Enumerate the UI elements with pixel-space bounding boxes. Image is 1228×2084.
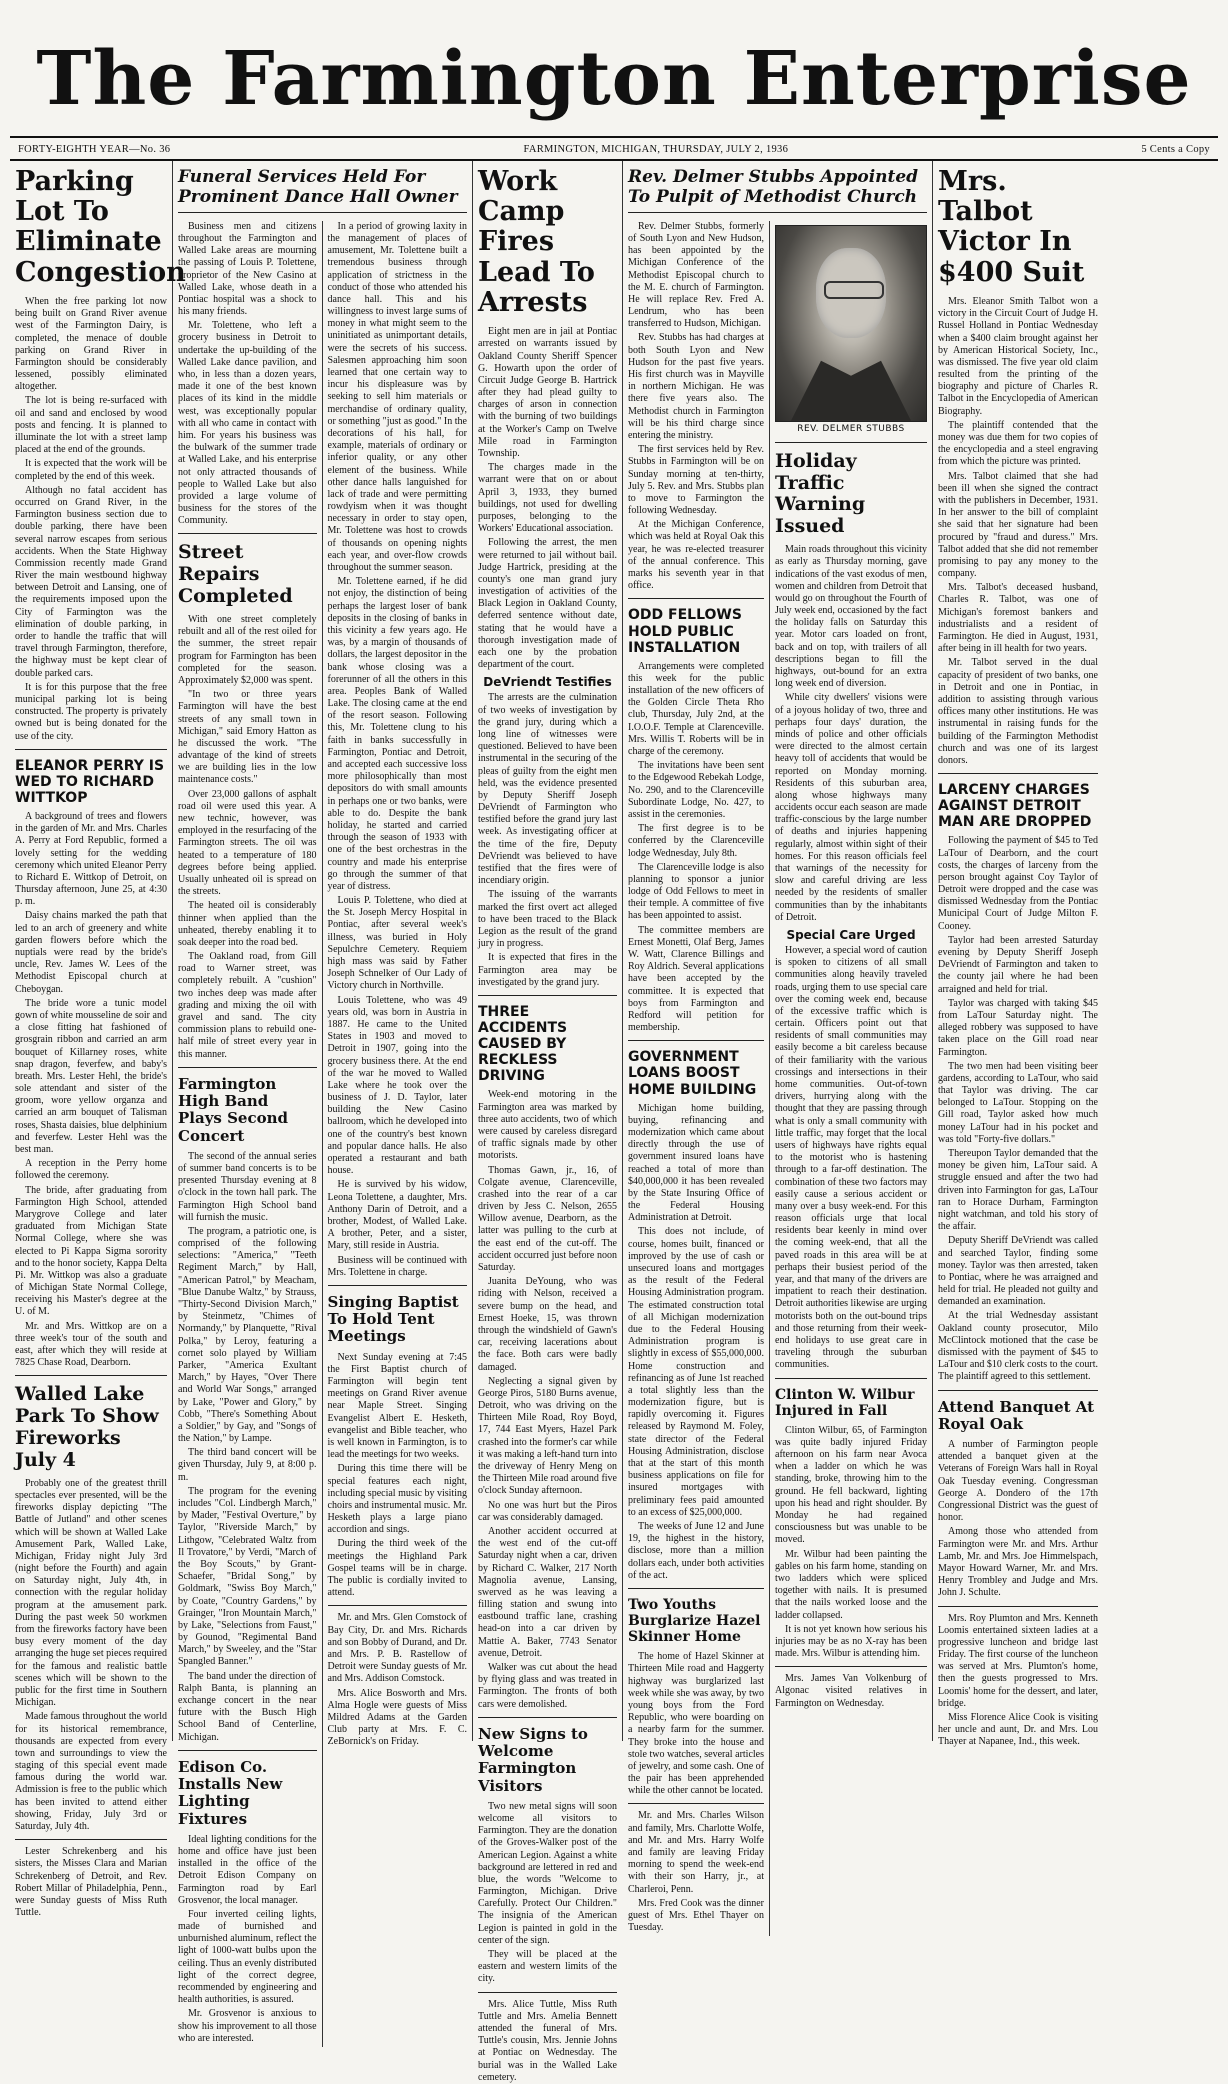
divider [178,533,317,534]
article-paragraph: Mr. Grosvenor is anxious to show his improvement to all those who are interested. [178,2008,317,2044]
divider [628,1040,764,1041]
divider [775,442,927,443]
article-paragraph: Another accident occurred at the west end of the cut-off Saturday night when a car, driven by Richard C. Walker, 217 North Magnolia avenue, Lansing, swerved as he was leaving a filling station and swung into eastbound traffic lane, crashing head-on into a car driven by Mattie A. Baker, 7743 Senator avenue, Detroit. [478,1525,617,1659]
article-paragraph: Mrs. Roy Plumton and Mrs. Kenneth Loomis entertained sixteen ladies at a progressive luncheon and bridge last Friday. The first course of the luncheon was served at Mrs. Plumton's home, then the guests progressed to Mrs. Loomis' home for the dessert, and later, bridge. [938,1612,1098,1709]
headline-fireworks: Walled Lake Park To Show Fireworks July 4 [15,1383,159,1471]
place-date: FARMINGTON, MICHIGAN, THURSDAY, JULY 2, 1936 [523,144,789,155]
portrait-photo [775,225,927,422]
columns-2-3 [173,161,473,2044]
article-paragraph: This does not include, of course, homes built, financed or improved by the use of cash or unsecured loans and mortgages as the result of the Federal Housing Administration program. The estimated construction total of all Michigan modernization due to the Federal Housing Administration program is slightly in excess of $55,000,000. Home construction and refinancing as of June 1st reached a total slightly less than the modernization figure, but is rapidly overcoming it. Figures released by Raymond M. Foley, state director of the Federal Housing Administration, disclose that at the start of this month business applications on file for insured mortgages with preliminary fees paid amounted to an excess of $25,000,000. [628,1226,764,1518]
article-paragraph: Mrs. Fred Cook was the dinner guest of Mrs. Ethel Thayer on Tuesday. [628,1897,764,1934]
divider [15,1839,167,1840]
article-paragraph: Rev. Stubbs has had charges at both South Lyon and New Hudson for the past five years. His first church was in Mayville in northern Michigan. He was there five years also. The Methodist church in Farmington will be his third charge since entering the ministry. [628,332,764,441]
article-paragraph: The second of the annual series of summer band concerts is to be presented Thursday evening at 8 o'clock in the town hall park. The Farmington High School band will furnish the music. [178,1150,317,1223]
article-paragraph: The first degree is to be conferred by the Clarenceville lodge Wednesday, July 8th. [628,823,764,859]
article-paragraph: Walker was cut about the head by flying glass and was treated in Farmington. The fronts of both cars were demolished. [478,1662,617,1710]
article-paragraph: The first services held by Rev. Stubbs in Farmington will be on Sunday morning at ten-thirty, July 5. Rev. and Mrs. Stubbs plan to move to Farmington the following Wednesday. [628,444,764,517]
article-paragraph: Week-end motoring in the Farmington area was marked by three auto accidents, two of which were caused by careless disregard of traffic signals made by other motorists. [478,1089,617,1162]
headline-odd-fellows: ODD FELLOWS HOLD PUBLIC INSTALLATION [628,607,742,656]
column-5 [628,221,770,1937]
article-paragraph: The committee members are Ernest Monetti, Olaf Berg, James W. Watt, Clarence Billings and Roy Aldrich. Several applications have been accepted by the committee. It is expected that boys from Farmington and Redford will petition for membership. [628,924,764,1034]
article-paragraph: The weeks of June 12 and June 19, the highest in the history, disclose, more than a million dollars each, under both activities of the act. [628,1520,764,1581]
article-paragraph: Mr. Wilbur had been painting the gables on his farm home, standing on two ladders which were spliced together with nails. It is presumed that the nails worked loose and the ladder collapsed. [775,1548,927,1621]
article-paragraph: Two new metal signs will soon welcome all visitors to Farmington. They are the donation of the Groves-Walker post of the American Legion. Against a white background are lettered in red and blue, the words "Welcome to Farmington, Michigan. Drive Carefully. Protect Our Children." The insignia of the American Legion is painted in gold in the center of the sign. [478,1800,617,1946]
divider [478,995,617,996]
article-paragraph: Michigan home building, buying, refinancing and modernization which came about directly through the use of government insured loans have reached a total of more than $40,000,000 it has been revealed by the State Insuring Office of the Federal Housing Administration at Detroit. [628,1102,764,1224]
article-paragraph: He is survived by his widow, Leona Tolettene, a daughter, Mrs. Anthony Darin of Detroit, and a brother, Modest, of Walled Lake. A brother, Peter, and a sister, Mary, still reside in Austria. [327,1179,467,1252]
article-paragraph: The two men had been visiting beer gardens, according to LaTour, who said that Taylor was driving. The car belonged to LaTour. Stopping on the Gill road, Taylor asked how much money LaTour had in his pocket and was told "Forty-five dollars." [938,1060,1098,1145]
divider [628,1588,764,1589]
column-2 [178,221,323,2047]
dateline [10,136,1218,161]
headline-mrs-talbot: Mrs. Talbot Victor In $400 Suit [938,166,1085,288]
article-paragraph: Business men and citizens throughout the Farmington and Walled Lake areas are mourning the passing of Louis P. Tolettene, proprietor of the New Casino at Walled Lake, whose death in a Pontiac hospital was a shock to his many friends. [178,220,317,318]
divider [628,598,764,599]
article-paragraph: In a period of growing laxity in the management of places of amusement, Mr. Tolettene built a tremendous business through application of strictness in the conduct of those who attended his dance hall. This and his willingness to invest large sums of money in what might seem to the uninitiated as unimportant details, were the secrets of his success. Salesmen approaching him soon learned that one certain way to incur his displeasure was by seeking to sell him materials or merchandise of ordinary quality, or something "just as good." In the decorations of his hall, for example, materials of ordinary or inferior quality, or any other element of the business. While other dance halls languished for lack of trade and were permitting rowdyism when it was thought necessary in order to stay open, Mr. Tolettene was host to crowds of thousands on opening nights each year, and over-flow crowds throughout the summer season. [327,220,467,574]
article-paragraph: No one was hurt but the Piros car was considerably damaged. [478,1499,617,1523]
article-paragraph: The lot is being re-surfaced with oil and sand and enclosed by wood posts and fencing. It is planned to illuminate the lot with a street lamp placed at the end of the grounds. [15,395,167,456]
article-paragraph: Mrs. Talbot's deceased husband, Charles R. Talbot, was one of Michigan's foremost bankers and industrialists and a resident of Farmington. He died in August, 1931, after being in ill health for two years. [938,582,1098,655]
article-paragraph: The heated oil is considerably thinner when applied than the unheated, thereby enabling it to soak deeper into the road bed. [178,900,317,948]
article-paragraph: The plaintiff contended that the money was due them for two copies of the encyclopedia and a steel engraving from which the picture was printed. [938,419,1098,468]
article-paragraph: The Oakland road, from Gill road to Warner street, was completely rebuilt. A "cushion" two inches deep was made after grading and mixing the oil with gravel and sand. The city commission plans to rebuild one-half mile of street every year in this manner. [178,951,317,1060]
article-paragraph: While city dwellers' visions were of a joyous holiday of two, three and perhaps four days' duration, the minds of police and other officials were directed to the almost certain heavy toll of accidents that would be reported on Monday morning. Residents of this suburban area, along whose highways many accidents occur each season are made traffic-conscious by the large number of deaths and injuries happening regularly, almost within sight of their homes. For this reason officials feel that warnings of the necessity for slow and careful driving are less needed by the residents of smaller communities than by the inhabitants of Detroit. [775,692,927,923]
columns-5-6 [623,161,933,1934]
headline-government-loans: GOVERNMENT LOANS BOOST HOME BUILDING [628,1049,757,1098]
columns [10,161,1218,2083]
article-paragraph: The arrests are the culmination of two weeks of investigation by the grand jury, during which a long line of witnesses were questioned. Believed to have been instrumental in the securing of the pleas of guilty from the eight men held, was the evidence presented by Deputy Sheriff Joseph DeVriendt of Farmington who testified before the grand jury last week. As investigating officer at the time of the fire, Deputy DeVriendt was believed to have testified that the fires were of incendiary origin. [478,692,617,887]
article-paragraph: With one street completely rebuilt and all of the rest oiled for the summer, the street repair program for Farmington has been completed for the season. Approximately $2,000 was spent. [178,614,317,686]
headline-funeral: Funeral Services Held For Prominent Dance Hall Owner [178,167,467,213]
article-paragraph: Louis P. Tolettene, who died at the St. Joseph Mercy Hospital in Pontiac, after several week's illness, was buried in Holy Sepulchre Cemetery. Requiem high mass was said by Father Joseph Schnelker of Our Lady of Victory church in Northville. [327,895,467,992]
divider [178,1750,317,1751]
article-paragraph: The Clarenceville lodge is also planning to sponsor a junior lodge of Odd Fellows to meet in their temple. A committee of five has been appointed to assist. [628,861,764,922]
column-1 [10,161,186,1919]
article-paragraph: Made famous throughout the world for its historical remembrance, thousands are expected from every town and surroundings to view the staging of this special event made famous during the world war. Admission is free to the public which has been invited to attend either showing, Friday, July 3rd or Saturday, July 4th. [15,1711,167,1833]
headline-band-concert: Farmington High Band Plays Second Concert [178,1074,288,1145]
photo-coat [776,346,926,421]
headline-work-camp: Work Camp Fires Lead To Arrests [478,166,595,318]
article-paragraph: Daisy chains marked the path that led to an arch of greenery and white garden flowers before which the nuptials were read by the bride's uncle, Rev. James W. Lees of the Methodist Episcopal church at Cheboygan. [15,910,167,995]
column-7 [933,161,1103,1748]
headline-three-accidents: THREE ACCIDENTS CAUSED BY RECKLESS DRIVING [478,1003,568,1085]
article-paragraph: The invitations have been sent to the Edgewood Rebekah Lodge, No. 290, and to the Clarenceville Subordinate Lodge, No. 427, to assist in the ceremonies. [628,760,764,820]
article-paragraph: It is for this purpose that the free municipal parking lot is being constructed. The property is privately owned but is being donated for the use of the city. [15,681,167,742]
divider [328,1605,467,1606]
article-paragraph: A number of Farmington people attended a banquet given at the Veterans of Foreign Wars hall in Royal Oak Tuesday evening. Congressman George A. Dondero of the 17th Congressional District was the guest of honor. [938,1439,1098,1524]
divider [938,1606,1098,1607]
headline-rev-stubbs: Rev. Delmer Stubbs Appointed To Pulpit of Methodist Church [628,167,927,213]
article-paragraph: During the third week of the meetings the Highland Park Gospel teams will be in charge. The public is cordially invited to attend. [327,1538,467,1599]
volume-number: FORTY-EIGHTH YEAR—No. 36 [18,144,171,155]
subhead-special-care: Special Care Urged [786,927,916,942]
article-paragraph: Mr. and Mrs. Wittkop are on a three week's tour of the south and east, after which they will reside at 7825 Chase Road, Dearborn. [15,1320,167,1369]
article-paragraph: The band under the direction of Ralph Banta, is planning an exchange concert in the near future with the Busch High School Band of Centerline, Michigan. [178,1670,317,1743]
headline-youths-burglarize: Two Youths Burglarize Hazel Skinner Home [628,1596,761,1646]
article-paragraph: Main roads throughout this vicinity as early as Thursday morning, gave indications of the vast exodus of men, women and children from Detroit that would go on throughout the Fourth of July week end, occasioned by the fact the holiday falls on Saturday this year. Motor cars loaded on front, back and on top, with trailers of all descriptions began to fill the highways, out-bound for an extra long week end of diversion. [775,544,927,690]
article-paragraph: At the Michigan Conference, which was held at Royal Oak this year, he was re-elected treasurer of the annual conference. This marks his seventh year in that office. [628,519,764,592]
headline-street-repairs: Street Repairs Completed [178,541,293,608]
divider [938,1390,1098,1391]
article-paragraph: Clinton Wilbur, 65, of Farmington was quite badly injured Friday afternoon on his farm near Avoca when a ladder on which he was standing, broke, throwing him to the ground. He fell backward, lighting upon his head and right shoulder. By Monday he had regained consciousness but was unable to be moved. [775,1424,927,1546]
headline-parking-lot: Parking Lot To Eliminate Congestion [15,166,186,288]
article-paragraph: It is not yet known how serious his injuries may be as no X-ray has been made. Mrs. Wilbur is attending him. [775,1623,927,1660]
article-paragraph: The program for the evening includes "Col. Lindbergh March," by Mader, "Festival Overture," by Taylor, "Riverside March," by Lithgow, "Celebrated Waltz from Il Trovatore," by Verdi, "March of the Boy Scouts," by Grant-Schaefer, "Bridal Song," by Goldmark, "Swiss Boy March," by Coate, "Country Gardens," by Grainger, "Iron Mountain March," by Lake, "Selections from Faust," by Gounod, "Regimental Band March," by Sweeley, and the "Star Spangled Banner." [178,1485,317,1668]
article-paragraph: The charges made in the warrant were that on or about April 3, 1933, they burned buildings, not used for dwelling purposes, belonging to the Workers' Educational association. [478,462,617,535]
divider [775,1666,927,1667]
headline-attend-banquet: Attend Banquet At Royal Oak [938,1397,1095,1433]
article-paragraph: They will be placed at the eastern and western limits of the city. [478,1949,617,1985]
columns-5-6-body [628,221,927,1937]
article-paragraph: Next Sunday evening at 7:45 the First Baptist church of Farmington will begin tent meetings on Grand River avenue near Maple Street. Singing Evangelist Albert E. Hesketh, evangelist and Bible teacher, who is well known in Farmington, is to lead the meetings for two weeks. [327,1351,467,1461]
column-4 [473,161,623,2083]
article-paragraph: Thomas Gawn, jr., 16, of Colgate avenue, Clarenceville, crashed into the rear of a car driven by Jess C. Nelson, 2655 Willow avenue, Dearborn, as the latter was pulling to the curb at the east end of the cut-off. The accident occurred just before noon Saturday. [478,1164,617,1274]
divider [178,1067,317,1068]
article-paragraph: Deputy Sheriff DeVriendt was called and searched Taylor, finding some money. Taylor was then arrested, taken to Pontiac, where he was arraigned and held for trial. He pleaded not guilty and demanded an examination. [938,1235,1098,1308]
headline-singing-baptist: Singing Baptist To Hold Tent Meetings [327,1292,459,1346]
article-paragraph: Mr. Tolettene earned, if he did not enjoy, the distinction of being perhaps the largest loser of bank deposits in the closing of banks in this vicinity a few years ago. He was, by a margin of thousands of dollars, the largest depositor in the bank whose closing was a forerunner of all the others in this area. Peoples Bank of Walled Lake. The closing came at the end of the resort season. Following this, Mr. Tolettene clung to his faith in banks successfully in Farmington, Pontiac and Detroit, and accepted each successive loss more philosophically than most depositors do with small amounts in perhaps one or two banks, were able to do. Despite the bank holiday, he started and carried through the season of 1933 with one of the best orchestras in the country and made his enterprise go through the summer of that year of distress. [327,576,467,892]
article-paragraph: Over 23,000 gallons of asphalt road oil were used this year. A new technic, however, was employed in the resurfacing of the Farmington streets. The oil was heated to a temperature of 180 degrees before being applied. Usually unheated oil is spread on the streets. [178,788,317,898]
article-paragraph: The home of Hazel Skinner at Thirteen Mile road and Haggerty highway was burglarized last week while she was away, by two young boys from the Ford Republic, who were boarding on a nearby farm for the summer. They broke into the house and stole two watches, several articles of jewelry, and some cash. One of the pair has been apprehended while the other cannot be located. [628,1651,764,1797]
article-paragraph: Miss Florence Alice Cook is visiting her uncle and aunt, Dr. and Mrs. Lou Thayer at Napanee, Ind., this week. [938,1712,1098,1748]
article-paragraph: The bride, after graduating from Farmington High School, attended Marygrove College and later graduated from Michigan State Normal College, where she was elected to Pi Kappa Sigma sorority and to the honor society, Kappa Delta Pi. Mr. Wittkop was also a graduate of Michigan State Normal College, receiving his Master's degree at the U. of M. [15,1184,167,1318]
article-paragraph: Following the arrest, the men were returned to jail without bail. Judge Hartrick, presiding at the county's one man grand jury investigation of activities of the Black Legion in Oakland County, deferred sentence without date, stating that he would have a thorough investigation made of each one by the probation department of the court. [478,537,617,671]
article-paragraph: Business will be continued with Mrs. Tolettene in charge. [327,1254,467,1278]
article-paragraph: Although no fatal accident has occurred on Grand River, in the Farmington business section due to double parking, there have been several narrow escapes from serious accidents. When the State Highway Commission recently made Grand River the main westbound highway between Detroit and Lansing, one of the requirements imposed upon the City of Farmington was the elimination of double parking, in order to handle the traffic that will travel through Farmington, therefore, the highway must be kept clear of double parked cars. [15,484,167,679]
article-paragraph: It is expected that fires in the Farmington area may be investigated by the grand jury. [478,952,617,988]
article-paragraph: "In two or three years Farmington will have the best streets of any small town in Michigan," said Emory Hatton as he discussed the work. "The advantage of the kind of streets we are building lies in the low maintenance costs." [178,689,317,786]
headline-wilbur-injured: Clinton W. Wilbur Injured in Fall [775,1386,915,1419]
article-paragraph: Four inverted ceiling lights, made of burnished and unburnished aluminum, reflect the light of 1000-watt bulbs upon the ceiling. Thus an evenly distributed light of the correct degree, recommended by engineering and health authorities, is assured. [178,1908,317,2006]
subhead-devriendt: DeVriendt Testifies [483,675,612,690]
article-paragraph: A reception in the Perry home followed the ceremony. [15,1158,167,1182]
photo-glasses [824,281,884,299]
article-paragraph: Juanita DeYoung, who was riding with Nelson, received a severe bump on the head, and Ernest Hoeke, 15, was thrown through the windshield of Gawn's car, receiving lacerations about the face. Both cars were badly damaged. [478,1276,617,1373]
columns-2-3-body [178,221,467,2047]
article-paragraph: Arrangements were completed this week for the public installation of the new officers of the Golden Circle Theta Rho club, Thursday, July 2nd, at the I.O.O.F. Temple at Clarenceville. Mrs. Willis T. Roberts will be in charge of the ceremony. [628,660,764,757]
article-paragraph: Mrs. Eleanor Smith Talbot won a victory in the Circuit Court of Judge H. Russel Holland in Pontiac Wednesday when a $400 claim brought against her by American Historical Society, Inc., was dismissed. The five year old claim resulted from the printing of the biography and picture of Charles R. Talbot in the Encyclopedia of American Biography. [938,295,1098,417]
divider [775,1378,927,1379]
article-paragraph: Lester Schrekenberg and his sisters, the Misses Clara and Marian Schrekenberg of Detroit, and Rev. Robert Millar of Philadelphia, Penn., were Sunday guests of Miss Ruth Tuttle. [15,1846,167,1919]
divider [478,1992,617,1993]
article-paragraph: Mrs. James Van Volkenburg of Algonac visited relatives in Farmington on Wednesday. [775,1673,927,1709]
headline-new-signs: New Signs to Welcome Farmington Visitors [478,1724,588,1795]
article-paragraph: Neglecting a signal given by George Piros, 5180 Burns avenue, Detroit, who was driving on the Thirteen Mile Road, Roy Boyd, 17, 744 East Myers, Hazel Park crashed into the former's car while it was making a left-hand turn into the driveway of Henry Meng on the Thirteen Mile road around five o'clock Sunday afternoon. [478,1375,617,1497]
article-paragraph: Thereupon Taylor demanded that the money be given him, LaTour said. A struggle ensued and after the two had driven into Farmington for gas, LaTour ran to Horace Durham, Farmington night watchman, and told his story of the affair. [938,1148,1098,1233]
price: 5 Cents a Copy [1141,144,1210,155]
photo-caption: REV. DELMER STUBBS [797,423,905,434]
article-paragraph: Mr. and Mrs. Charles Wilson and family, Mrs. Charlotte Wolfe, and Mr. and Mrs. Harry Wolfe and family are leaving Friday morning to spend the week-end with their son Harry, jr., at Charleroi, Penn. [628,1810,764,1895]
headline-perry-wedding: ELEANOR PERRY IS WED TO RICHARD WITTKOP [15,757,165,806]
article-paragraph: When the free parking lot now being built on Grand River avenue west of the Farmington Dairy, is completed, the menace of double parking on Grand River in Farmington should be considerably lessened, possibly eliminated altogether. [15,295,167,393]
article-paragraph: It is expected that the work will be completed by the end of this week. [15,458,167,482]
column-6 [770,221,927,1937]
divider [628,1803,764,1804]
article-paragraph: Among those who attended from Farmington were Mr. and Mrs. Arthur Lamb, Mr. and Mrs. Joe Himmelspach, Mayor Howard Warner, Mr. and Mrs. Henry Trombley and Judge and Mrs. John J. Schulte. [938,1526,1098,1599]
article-paragraph: Eight men are in jail at Pontiac arrested on warrants issued by Oakland County Sheriff Spencer G. Howarth upon the order of Circuit Judge George B. Hartrick after they had plead guilty to charges of arson in connection with the burning of two buildings at the Worker's Camp on Twelve Mile road in Farmington Township. [478,326,617,460]
headline-holiday-traffic: Holiday Traffic Warning Issued [775,449,866,538]
divider [15,749,167,750]
article-paragraph: Probably one of the greatest thrill spectacles ever presented, will be the fireworks display depicting "The Battle of Jutland" and other scenes which will be shown at Walled Lake Amusement Park, Walled Lake, Michigan, Friday night July 3rd (night before the Fourth) and again on Saturday night, July 4th, in connection with the regular holiday program at the amusement park. During the past week 50 workmen from the fireworks factory have been busy every moment of the day arranging the huge set pieces required for the famous and realistic battle scenes which will be shown to the public for the first time in Southern Michigan. [15,1477,167,1709]
headline-edison: Edison Co. Installs New Lighting Fixtures [178,1757,283,1828]
article-paragraph: The program, a patriotic one, is comprised of the following selections: "America," "Teeth Regiment March," by Hall, "American Patrol," by Meacham, "Blue Danube Waltz," by Strauss, "Thirty-Second Division March," by Steinmetz, "Chimes of Normandy," by Planquette, "Rival Polka," by Leroy, featuring a cornet solo played by William Parker, "America Exultant March," by Hayes, "Over There and World War Songs," arranged by Lake, "Power and Glory," by Cobb, "There's Something About a Soldier," by Gay, and "Songs of the Nation," by Lampe. [178,1225,317,1445]
divider [328,1285,467,1286]
article-paragraph: Mr. Tolettene, who left a grocery business in Detroit to undertake the up-building of the Walled Lake dance pavilion, and who, in less than a dozen years, made it one of the best known places of its kind in the middle west, was exceptionally popular with all who came in contact with him. For years his business was the bulwark of the summer trade at Walled Lake, and his enterprise not only attracted thousands of people to Walled Lake but also provided a large volume of business for the stores of the Community. [178,320,317,527]
divider [478,1717,617,1718]
divider [15,1375,167,1376]
article-paragraph: Mr. and Mrs. Glen Comstock of Bay City, Dr. and Mrs. Richards and son Bobby of Durand, and Dr. and Mrs. P. B. Rastellow of Detroit were Sunday guests of Mr. and Mrs. Addison Comstock. [327,1612,467,1685]
article-paragraph: A background of trees and flowers in the garden of Mr. and Mrs. Charles A. Perry at Ford Republic, formed a lovely setting for the wedding ceremony which united Eleanor Perry to Richard E. Wittkop of Detroit, on Thursday afternoon, June 25, at 4:30 p. m. [15,810,167,908]
masthead-title: The Farmington Enterprise [36,36,1192,122]
article-paragraph: Louis Tolettene, who was 49 years old, was born in Austria in 1887. He came to the United States in 1903 and moved to Detroit in 1907, going into the grocery business there. At the end of the war he moved to Walled Lake where he took over the business of J. D. Taylor, later building the New Casino ballroom, which he developed into one of the country's best known and popular dance halls. He also operated a restaurant and bath house. [327,994,467,1177]
article-paragraph: Taylor had been arrested Saturday evening by Deputy Sheriff Joseph DeVriendt of Farmington and taken to the county jail where he had been arraigned and held for trial. [938,934,1098,995]
article-paragraph: Following the payment of $45 to Ted LaTour of Dearborn, and the court costs, the charges of larceny from the person brought against Coy Taylor of Detroit were dropped and the case was dismissed Wednesday from the Pontiac Municipal Court of Judge Milton F. Cooney. [938,835,1098,932]
headline-larceny-charges: LARCENY CHARGES AGAINST DETROIT MAN ARE DROPPED [938,782,1092,831]
article-paragraph: Taylor was charged with taking $45 from LaTour Saturday night. The alleged robbery was supposed to have taken place on the Gill road near Farmington. [938,997,1098,1058]
article-paragraph: At the trial Wednesday assistant Oakland county prosecutor, Milo McClintock motioned that the case be dismissed with the payment of $45 to LaTour and $10 clerk costs to the court. The plaintiff agreed to this settlement. [938,1310,1098,1383]
article-paragraph: During this time there will be special features each night, including special music by visiting choirs and instrumental music. Mr. Hesketh plays a large piano accordion and sings. [327,1463,467,1536]
article-paragraph: Mrs. Talbot claimed that she had been ill when she signed the contract with the publishers in December, 1931. In her answer to the bill of complaint she said that her signature had been procured by "fraud and duress." Mrs. Talbot added that she did not remember promising to pay any money to the company. [938,470,1098,580]
article-paragraph: Mrs. Alice Tuttle, Miss Ruth Tuttle and Mrs. Amelia Bennett attended the funeral of Mrs. Tuttle's cousin, Mrs. Jennie Johns at Pontiac on Wednesday. The burial was in the Walled Lake cemetery. [478,1998,617,2083]
article-paragraph: However, a special word of caution is spoken to citizens of all small communities along heavily traveled roads, urging them to use special care over the coming week end, because of the excessive traffic which is certain. Officers point out that residents of small communities may easily become a bit careless because of their familiarity with the various crossings and intersections in their home communities. Out-of-town drivers, hurrying along with the thought that they are passing through what is only a small community with little traffic, may forget that the local users of highways have rights equal to the motorist who is hastening through to a far-off destination. The combination of these two factors may easily cause a serious accident or many over a busy week-end. For this reason officials urge that local residents bear keenly in mind over the coming week-end, that all the paved roads in this area will be at perhaps their busiest period of the year, and that many of the drivers are impatient to reach their destination. Detroit authorities likewise are urging motorists both on the out-bound trips and those returning from their week-end holidays to use great care in traveling through the suburban communities. [775,944,927,1371]
article-paragraph: Rev. Delmer Stubbs, formerly of South Lyon and New Hudson, has been appointed by the Michigan Conference of the Methodist Episcopal church to the M. E. church of Farmington. He will replace Rev. Fred A. Lendrum, who has been transferred to Hudson, Michigan. [628,220,764,330]
article-paragraph: Ideal lighting conditions for the home and office have just been installed in the office of the Detroit Edison Company on Farmington road by Earl Grosvenor, the local manager. [178,1833,317,1906]
article-paragraph: Mrs. Alice Bosworth and Mrs. Alma Hogle were guests of Miss Mildred Adams at the Garden Club party at Mrs. F. C. ZeBornick's on Friday. [327,1687,467,1748]
article-paragraph: The third band concert will be given Thursday, July 9, at 8:00 p. m. [178,1447,317,1483]
article-paragraph: The bride wore a tunic model gown of white mousseline de soir and a close fitting hat fashioned of grosgrain ribbon and carried an arm bouquet of Killarney roses, white snap dragon, feverfew, and baby's breath. Mrs. Lester Hehl, the bride's sole attendant and sister of the groom, wore yellow organza and carried an arm bouquet of Talisman roses, Shasta daisies, blue delphinium and feverfew. Lester Hehl was the best man. [15,997,167,1156]
article-paragraph: Mr. Talbot served in the dual capacity of president of two banks, one in Detroit and one in Pontiac, in addition to assisting through various offices many other institutions. He was instrumental in raising funds for the building of the Farmington Methodist church and was one of its largest donors. [938,657,1098,766]
divider [938,773,1098,774]
article-paragraph: The issuing of the warrants marked the first overt act alleged to have been traced to the Black Legion as the result of the grand jury in progress. [478,889,617,950]
column-3 [323,221,467,2047]
